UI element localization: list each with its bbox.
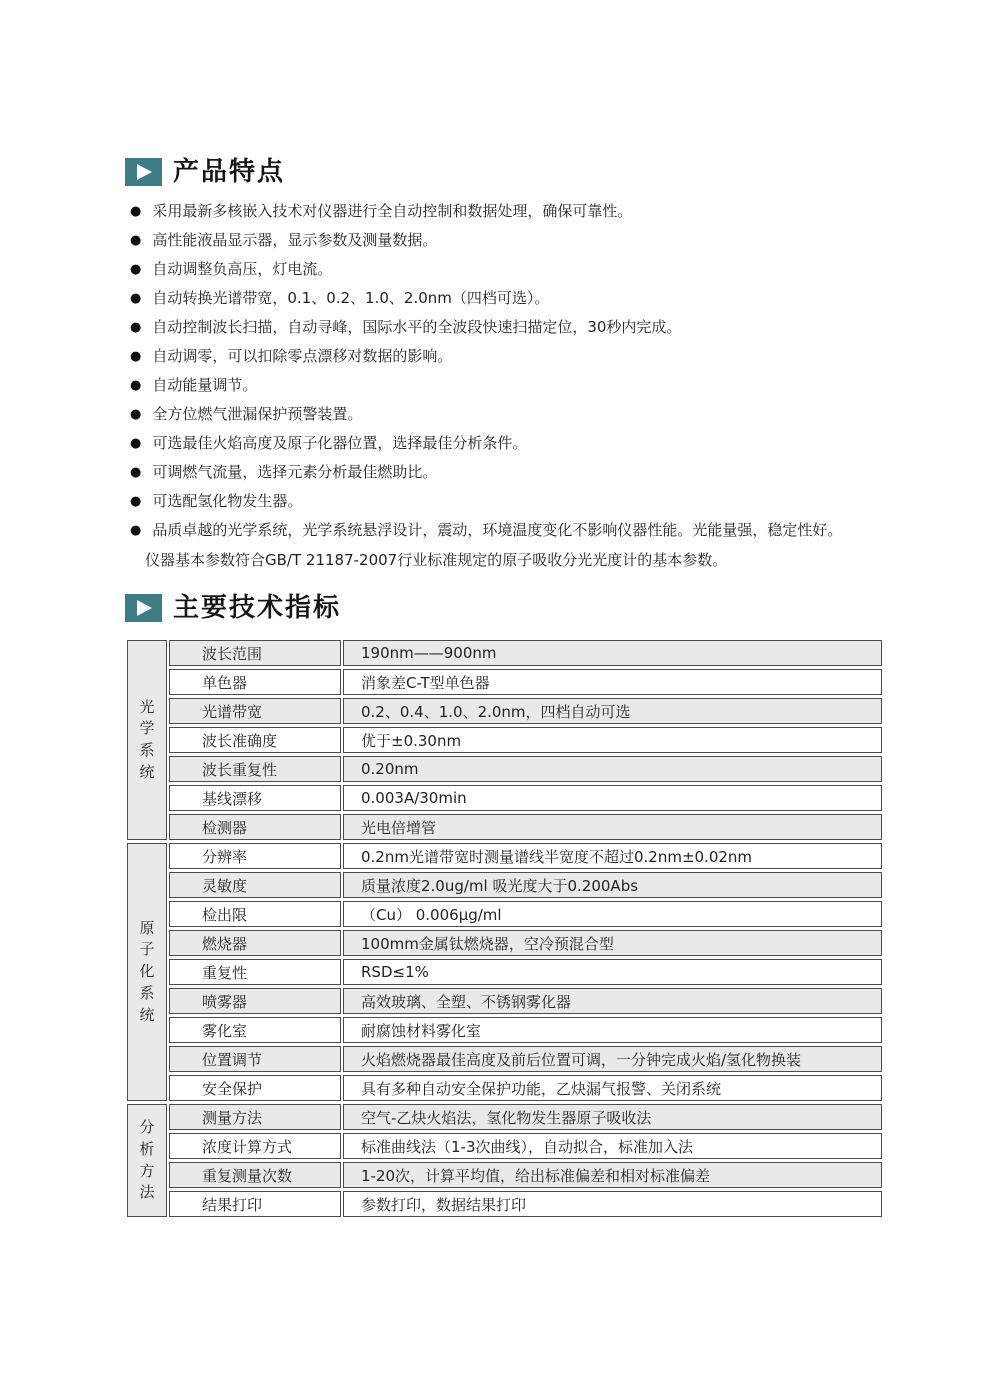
bullet-icon: ● bbox=[130, 494, 142, 509]
standards-note: 仪器基本参数符合GB/T 21187-2007行业标准规定的原子吸收分光光度计的基本参数。 bbox=[145, 551, 728, 569]
bullet-icon: ● bbox=[130, 262, 142, 277]
spec-value-cell: 消象差C-T型单色器 bbox=[343, 669, 882, 695]
spec-param-cell: 灵敏度 bbox=[169, 872, 341, 898]
section-arrow-icon bbox=[125, 158, 162, 186]
spec-value-cell: （Cu） 0.006μg/ml bbox=[343, 901, 882, 927]
spec-value-cell: RSD≤1% bbox=[343, 959, 882, 985]
spec-param-cell: 雾化室 bbox=[169, 1017, 341, 1043]
spec-row bbox=[127, 1017, 882, 1043]
feature-text: 高性能液晶显示器，显示参数及测量数据。 bbox=[152, 231, 438, 249]
features-section-header bbox=[125, 158, 882, 186]
spec-value-cell: 0.2nm光谱带宽时测量谱线半宽度不超过0.2nm±0.02nm bbox=[343, 843, 882, 869]
specs-section-header bbox=[125, 594, 882, 622]
spec-param-cell: 波长准确度 bbox=[169, 727, 341, 753]
spec-param-cell: 分辨率 bbox=[169, 843, 341, 869]
spec-group-label: 分析方法 bbox=[139, 1118, 155, 1202]
bullet-icon: ● bbox=[130, 204, 142, 219]
spec-row bbox=[127, 814, 882, 840]
spec-row bbox=[127, 785, 882, 811]
specs-table-body bbox=[127, 640, 882, 1217]
spec-value-cell: 具有多种自动安全保护功能，乙炔漏气报警、关闭系统 bbox=[343, 1075, 882, 1101]
feature-item bbox=[130, 289, 882, 308]
spec-row bbox=[127, 1046, 882, 1072]
bullet-icon: ● bbox=[130, 407, 142, 422]
spec-row bbox=[127, 843, 882, 869]
spec-value-cell: 优于±0.30nm bbox=[343, 727, 882, 753]
feature-item bbox=[130, 347, 882, 366]
specs-section-title: 主要技术指标 bbox=[173, 593, 342, 623]
feature-text: 可选最佳火焰高度及原子化器位置，选择最佳分析条件。 bbox=[152, 434, 528, 452]
feature-text: 可调燃气流量，选择元素分析最佳燃助比。 bbox=[152, 463, 438, 481]
feature-text: 全方位燃气泄漏保护预警装置。 bbox=[152, 405, 363, 423]
feature-text: 自动控制波长扫描，自动寻峰，国际水平的全波段快速扫描定位，30秒内完成。 bbox=[152, 318, 682, 336]
spec-row bbox=[127, 1191, 882, 1217]
spec-value-cell: 参数打印，数据结果打印 bbox=[343, 1191, 882, 1217]
spec-value-cell: 0.2、0.4、1.0、2.0nm，四档自动可选 bbox=[343, 698, 882, 724]
spec-param-cell: 重复测量次数 bbox=[169, 1162, 341, 1188]
spec-param-cell: 喷雾器 bbox=[169, 988, 341, 1014]
spec-param-cell: 安全保护 bbox=[169, 1075, 341, 1101]
feature-item bbox=[130, 318, 882, 337]
spec-param-cell: 基线漂移 bbox=[169, 785, 341, 811]
bullet-icon: ● bbox=[130, 349, 142, 364]
feature-item bbox=[130, 202, 882, 221]
spec-row bbox=[127, 1075, 882, 1101]
spec-row bbox=[127, 669, 882, 695]
spec-value-cell: 高效玻璃、全塑、不锈钢雾化器 bbox=[343, 988, 882, 1014]
spec-row bbox=[127, 872, 882, 898]
spec-param-cell: 结果打印 bbox=[169, 1191, 341, 1217]
spec-row bbox=[127, 698, 882, 724]
feature-text: 自动调零，可以扣除零点漂移对数据的影响。 bbox=[152, 347, 453, 365]
spec-row bbox=[127, 959, 882, 985]
spec-value-cell: 标准曲线法（1-3次曲线），自动拟合，标准加入法 bbox=[343, 1133, 882, 1159]
feature-text: 自动调整负高压，灯电流。 bbox=[152, 260, 333, 278]
spec-row bbox=[127, 1133, 882, 1159]
feature-text: 自动转换光谱带宽，0.1、0.2、1.0、2.0nm（四档可选）。 bbox=[152, 289, 550, 307]
play-triangle-icon bbox=[137, 164, 152, 180]
spec-param-cell: 检测器 bbox=[169, 814, 341, 840]
spec-value-cell: 100mm金属钛燃烧器，空冷预混合型 bbox=[343, 930, 882, 956]
feature-text: 品质卓越的光学系统，光学系统悬浮设计，震动，环境温度变化不影响仪器性能。光能量强，稳定性好。 bbox=[152, 521, 843, 539]
spec-row bbox=[127, 756, 882, 782]
feature-item bbox=[130, 463, 882, 482]
spec-param-cell: 单色器 bbox=[169, 669, 341, 695]
spec-row bbox=[127, 901, 882, 927]
feature-item bbox=[130, 492, 882, 511]
spec-param-cell: 光谱带宽 bbox=[169, 698, 341, 724]
spec-group-label: 原子化系统 bbox=[139, 918, 155, 1024]
bullet-icon: ● bbox=[130, 233, 142, 248]
feature-text: 可选配氢化物发生器。 bbox=[152, 492, 303, 510]
spec-value-cell: 1-20次，计算平均值，给出标准偏差和相对标准偏差 bbox=[343, 1162, 882, 1188]
spec-value-cell: 0.20nm bbox=[343, 756, 882, 782]
feature-list bbox=[125, 186, 882, 540]
feature-item bbox=[130, 521, 882, 540]
feature-text: 采用最新多核嵌入技术对仪器进行全自动控制和数据处理，确保可靠性。 bbox=[152, 202, 633, 220]
spec-param-cell: 重复性 bbox=[169, 959, 341, 985]
feature-item bbox=[130, 405, 882, 424]
features-section-title: 产品特点 bbox=[173, 157, 286, 187]
feature-item bbox=[130, 376, 882, 395]
spec-row bbox=[127, 988, 882, 1014]
spec-group-cell bbox=[127, 843, 167, 1101]
spec-value-cell: 火焰燃烧器最佳高度及前后位置可调，一分钟完成火焰/氢化物换装 bbox=[343, 1046, 882, 1072]
spec-group-cell bbox=[127, 1104, 167, 1217]
spec-param-cell: 测量方法 bbox=[169, 1104, 341, 1130]
feature-text: 自动能量调节。 bbox=[152, 376, 258, 394]
spec-param-cell: 检出限 bbox=[169, 901, 341, 927]
spec-value-cell: 光电倍增管 bbox=[343, 814, 882, 840]
spec-value-cell: 190nm——900nm bbox=[343, 640, 882, 666]
play-triangle-icon bbox=[137, 600, 152, 616]
feature-item bbox=[130, 231, 882, 250]
bullet-icon: ● bbox=[130, 378, 142, 393]
spec-param-cell: 波长重复性 bbox=[169, 756, 341, 782]
spec-group-label: 光学系统 bbox=[139, 697, 155, 781]
spec-row bbox=[127, 640, 882, 666]
spec-row bbox=[127, 1162, 882, 1188]
spec-value-cell: 耐腐蚀材料雾化室 bbox=[343, 1017, 882, 1043]
spec-group-cell bbox=[127, 640, 167, 840]
spec-value-cell: 0.003A/30min bbox=[343, 785, 882, 811]
spec-param-cell: 位置调节 bbox=[169, 1046, 341, 1072]
spec-row bbox=[127, 727, 882, 753]
spec-param-cell: 波长范围 bbox=[169, 640, 341, 666]
bullet-icon: ● bbox=[130, 320, 142, 335]
spec-value-cell: 空气-乙炔火焰法，氢化物发生器原子吸收法 bbox=[343, 1104, 882, 1130]
bullet-icon: ● bbox=[130, 523, 142, 538]
feature-item bbox=[130, 434, 882, 453]
spec-row bbox=[127, 930, 882, 956]
specs-table bbox=[125, 637, 884, 1220]
bullet-icon: ● bbox=[130, 291, 142, 306]
spec-param-cell: 浓度计算方式 bbox=[169, 1133, 341, 1159]
bullet-icon: ● bbox=[130, 465, 142, 480]
section-arrow-icon bbox=[125, 594, 162, 622]
spec-value-cell: 质量浓度2.0ug/ml 吸光度大于0.200Abs bbox=[343, 872, 882, 898]
spec-param-cell: 燃烧器 bbox=[169, 930, 341, 956]
bullet-icon: ● bbox=[130, 436, 142, 451]
feature-item bbox=[130, 260, 882, 279]
spec-row bbox=[127, 1104, 882, 1130]
